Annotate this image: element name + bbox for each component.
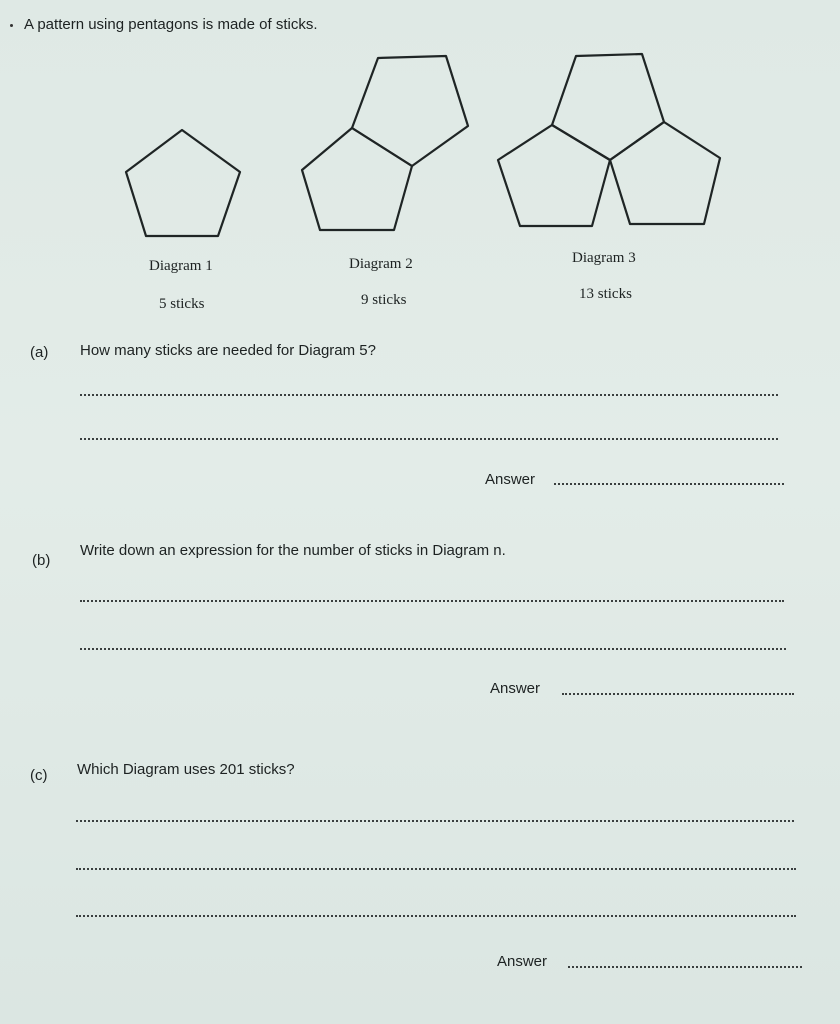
working-line[interactable] [80, 648, 786, 650]
answer-line-c[interactable] [568, 966, 802, 968]
question-a-label: (a) [30, 344, 49, 361]
question-c-label: (c) [30, 767, 48, 784]
working-line[interactable] [80, 394, 778, 396]
question-a-text: How many sticks are needed for Diagram 5? [80, 342, 376, 359]
diagram-2-sticks: 9 sticks [361, 292, 407, 308]
diagram-3-sticks: 13 sticks [579, 286, 632, 302]
diagram-3-label: Diagram 3 [572, 250, 636, 266]
diagram-2-pentagon-top [352, 56, 468, 166]
answer-label-a: Answer [485, 471, 536, 488]
question-b-text: Write down an expression for the number of sticks in Diagram n. [80, 542, 506, 559]
diagram-3-pentagon-right [610, 122, 720, 224]
question-b-label: (b) [32, 552, 51, 569]
answer-line-a[interactable] [554, 483, 784, 485]
diagram-1-label: Diagram 1 [149, 258, 213, 274]
answer-label-b: Answer [490, 680, 541, 697]
diagram-3-pentagon-top [552, 54, 664, 160]
working-line[interactable] [80, 600, 784, 602]
diagram-1-sticks: 5 sticks [159, 296, 205, 312]
working-line[interactable] [76, 868, 796, 870]
answer-line-b[interactable] [562, 693, 794, 695]
diagram-3-pentagon-left [498, 125, 610, 226]
diagram-1-pentagon [126, 130, 240, 236]
diagram-2-label: Diagram 2 [349, 256, 413, 272]
answer-label-c: Answer [497, 953, 548, 970]
question-c-text: Which Diagram uses 201 sticks? [77, 761, 295, 778]
pentagon-diagrams [0, 0, 840, 260]
working-line[interactable] [76, 915, 796, 917]
working-line[interactable] [76, 820, 794, 822]
intro-text: A pattern using pentagons is made of sticks. [24, 16, 318, 33]
diagram-2-pentagon-bottom [302, 128, 412, 230]
working-line[interactable] [80, 438, 778, 440]
